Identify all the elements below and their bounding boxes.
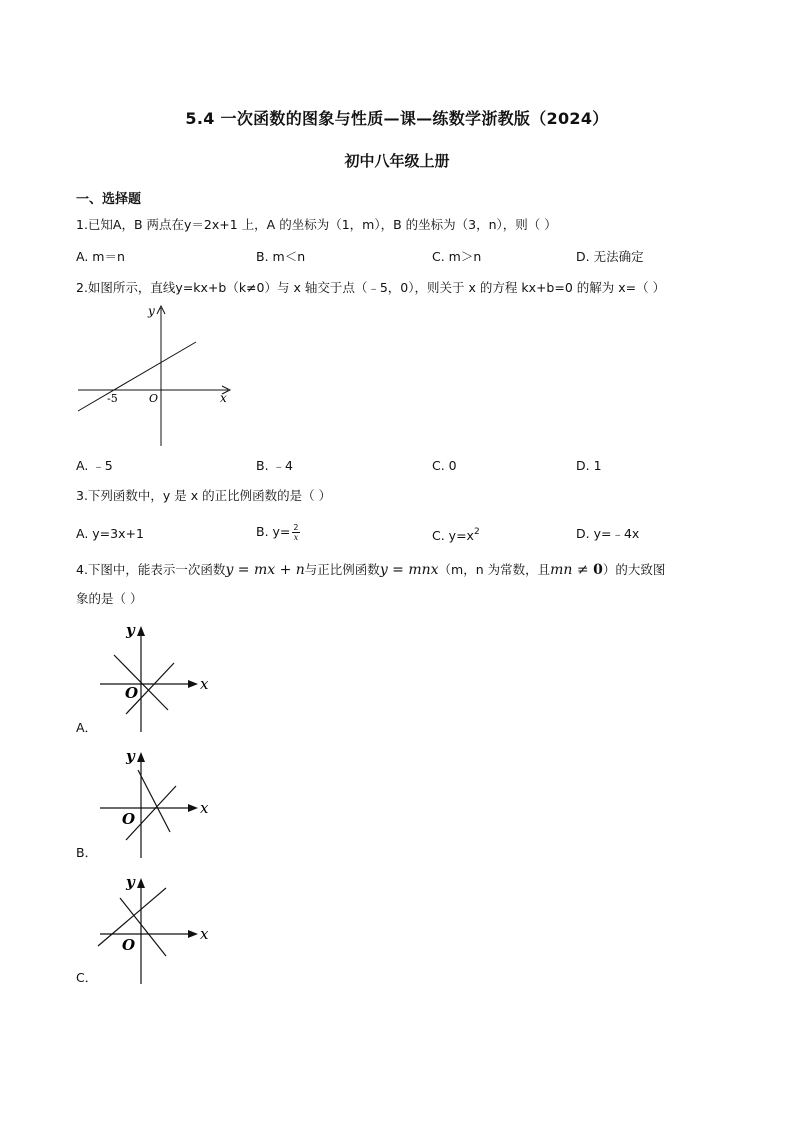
q4-expr-proportional: y = mnx (379, 562, 439, 578)
q2-line (78, 342, 196, 411)
q4-option-a: A． (76, 720, 98, 735)
q4-graph-b (92, 744, 222, 860)
q3-option-c-exponent: 2 (473, 527, 480, 537)
q4-expr-condition: mn ≠ (550, 562, 594, 578)
page-title: 5.4 一次函数的图象与性质—课—练数学浙教版（2024） (185, 109, 609, 128)
q4a-x-arrow (188, 680, 198, 688)
q4c-x-label: x (200, 925, 209, 943)
q3-b-denominator: x (293, 532, 299, 542)
q4-stem-part4: ）的大致图 (602, 562, 666, 577)
q3-option-b-prefix: B. y= (256, 523, 291, 539)
q3-option-c-base: C. y=x (432, 528, 474, 543)
q4-graph-c (92, 870, 222, 986)
q4-option-b: B． (76, 845, 98, 860)
q1-option-b: B. m＜n (256, 249, 306, 264)
q2-origin-label: O (149, 392, 159, 405)
question-4-stem-line1 (76, 563, 665, 577)
q2-option-b: B. ﹣4 (256, 458, 293, 473)
q1-option-d: D. 无法确定 (576, 249, 644, 264)
q4-expr-zero: 0 (593, 562, 603, 578)
q3-option-b-fraction (292, 523, 299, 542)
q4-graph-a (92, 618, 222, 734)
q4c-x-arrow (188, 930, 198, 938)
q4b-y-arrow (137, 752, 145, 762)
q1-option-a: A. m＝n (76, 249, 125, 264)
q2-x-label: x (220, 391, 227, 405)
question-1-stem: 1.已知A，B 两点在y＝2x+1 上，A 的坐标为（1，m），B 的坐标为（3，n），则（ ） (76, 217, 557, 232)
q4-stem-part3: （m，n 为常数，且 (438, 562, 551, 577)
q2-y-label: y (148, 304, 155, 318)
q4b-x-arrow (188, 804, 198, 812)
question-4-stem-line2: 象的是（ ） (76, 591, 143, 606)
q2-option-d: D. 1 (576, 458, 602, 473)
section-heading: 一、选择题 (76, 192, 142, 207)
q4a-y-arrow (137, 626, 145, 636)
q3-option-c (432, 528, 480, 543)
q4a-x-label: x (200, 675, 209, 693)
q4b-origin-label: O (122, 810, 136, 828)
q4-option-c: C． (76, 970, 98, 985)
q4-stem-part2: 与正比例函数 (304, 562, 380, 577)
q3-option-d: D. y=﹣4x (576, 526, 640, 541)
q3-option-b (256, 518, 300, 546)
q4a-origin-label: O (125, 684, 139, 702)
q3-option-a: A. y=3x+1 (76, 526, 144, 541)
q2-graph (72, 300, 242, 448)
q4b-x-label: x (200, 799, 209, 817)
question-3-stem: 3.下列函数中，y 是 x 的正比例函数的是（ ） (76, 488, 332, 503)
page-subtitle: 初中八年级上册 (344, 152, 450, 170)
q4b-y-label: y (126, 747, 135, 765)
q2-option-a: A. ﹣5 (76, 458, 113, 473)
q2-point-label: -5 (107, 392, 118, 405)
q4a-y-label: y (126, 621, 135, 639)
q3-b-numerator: 2 (293, 522, 299, 532)
q4c-y-label: y (126, 873, 135, 891)
question-2-stem: 2.如图所示，直线y=kx+b（k≠0）与 x 轴交于点（﹣5，0），则关于 x 的方程 kx+b=0 的解为 x=（ ） (76, 280, 666, 295)
q4c-y-arrow (137, 878, 145, 888)
q4-stem-part1: 4.下图中，能表示一次函数 (76, 562, 226, 577)
q4c-origin-label: O (122, 936, 136, 954)
q4-expr-linear: y = mx + n (225, 562, 305, 578)
q2-option-c: C. 0 (432, 458, 457, 473)
q1-option-c: C. m＞n (432, 249, 482, 264)
